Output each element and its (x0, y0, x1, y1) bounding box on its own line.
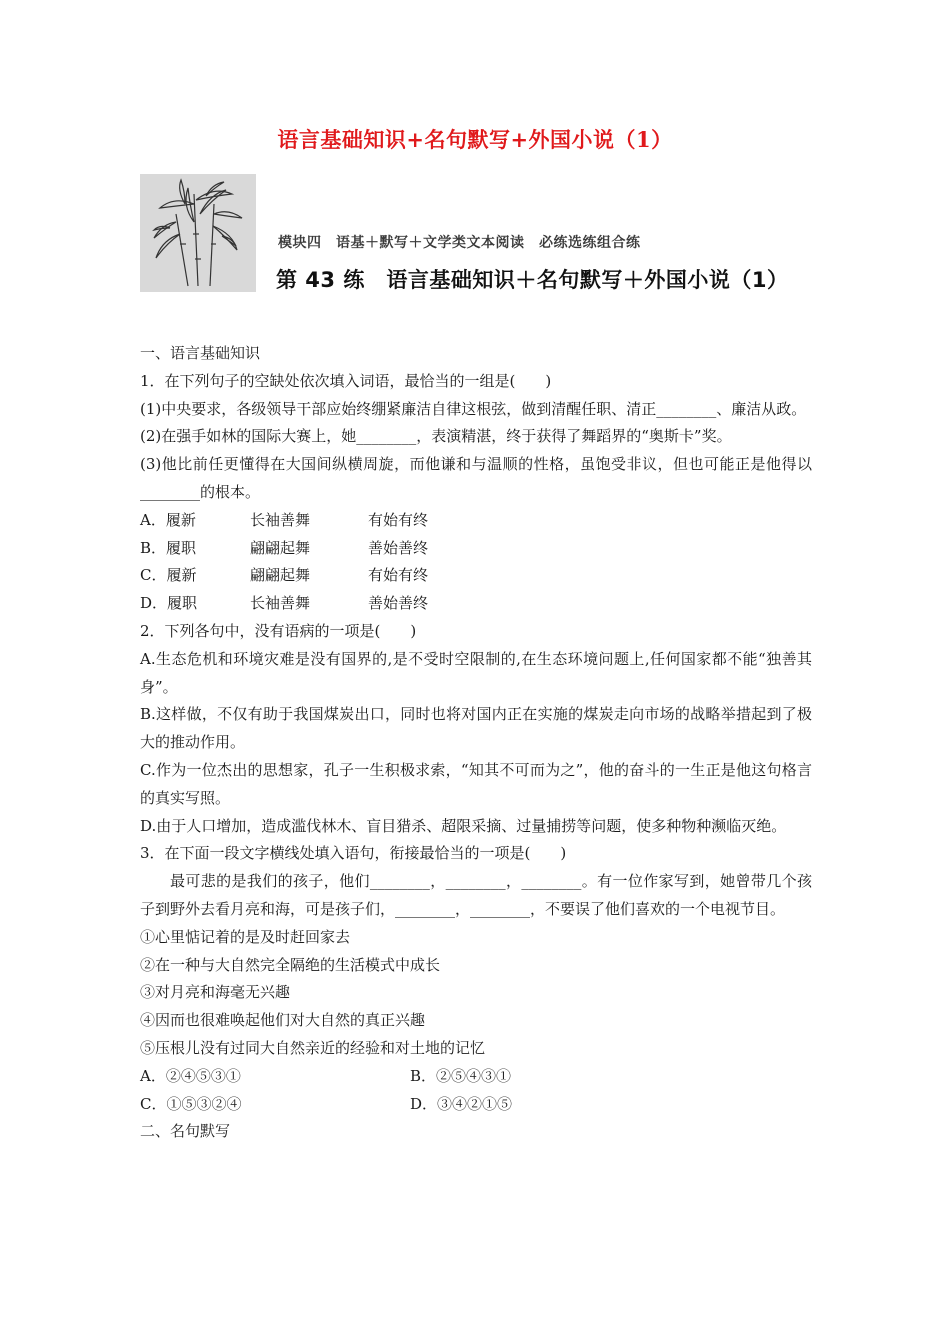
question-2-option-a: A.生态危机和环境灾难是没有国界的,是不受时空限制的,在生态环境问题上,任何国家都不能“独善其身”。 (140, 649, 812, 696)
section-heading: 一、语言基础知识 (140, 344, 261, 362)
question-1-option-a: A．履新 长袖善舞 有始有终 (140, 510, 429, 529)
section-heading-2: 二、名句默写 (140, 1122, 231, 1141)
question-3-item-3: ③对月亮和海毫无兴趣 (140, 983, 291, 1002)
question-1-sentence-3: (3)他比前任更懂得在大国间纵横周旋，而他谦和与温顺的性格，虽饱受非议，但也可能正是他得以________的根本。 (140, 455, 812, 501)
question-1-sentence-1: (1)中央要求，各级领导干部应始终绷紧廉洁自律这根弦，做到清醒任职、清正________、廉洁从政。 (140, 399, 807, 418)
question-3-options-row-2 (140, 1091, 812, 1119)
question-3-option-b: B．②⑤④③① (410, 1066, 512, 1085)
question-2-option-b: B.这样做，不仅有助于我国煤炭出口，同时也将对国内正在实施的煤炭走向市场的战略举措起到了极大的推动作用。 (140, 705, 812, 752)
question-3-stem: 3．在下面一段文字横线处填入语句，衔接最恰当的一项是( ) (140, 844, 567, 863)
module-heading: 模块四 语基＋默写＋文学类文本阅读 必练选练组合练 (278, 235, 641, 251)
bamboo-illustration (140, 174, 256, 292)
bamboo-icon (140, 174, 256, 292)
question-3-item-4: ④因而也很难唤起他们对大自然的真正兴趣 (140, 1011, 426, 1030)
question-3-item-5: ⑤压根儿没有过同大自然亲近的经验和对土地的记忆 (140, 1038, 486, 1057)
question-1-sentence-2: (2)在强手如林的国际大赛上，她________，表演精湛，终于获得了舞蹈界的“奥斯卡”奖。 (140, 427, 732, 446)
question-1-stem: 1．在下列句子的空缺处依次填入词语，最恰当的一组是( ) (140, 371, 552, 390)
document-title: 语言基础知识+名句默写+外国小说（1） (277, 127, 673, 152)
question-2-stem: 2．下列各句中，没有语病的一项是( ) (140, 621, 417, 640)
question-1-option-d: D．履职 长袖善舞 善始善终 (140, 594, 429, 613)
question-1-option-b: B．履职 翩翩起舞 善始善终 (140, 538, 429, 557)
question-3-passage: 最可悲的是我们的孩子，他们________，________，________。有一位作家写到，她曾带几个孩子到野外去看月亮和海，可是孩子们，________，________，不要误了他们喜欢的一个电视节目。 (140, 872, 812, 918)
question-3-item-2: ②在一种与大自然完全隔绝的生活模式中成长 (140, 955, 441, 974)
question-3-item-1: ①心里惦记着的是及时赶回家去 (140, 927, 351, 946)
exercise-body (140, 340, 812, 1146)
question-2-option-d: D.由于人口增加，造成滥伐林木、盲目猎杀、超限采摘、过量捕捞等问题，使多种物种濒临灭绝。 (140, 816, 787, 835)
question-3-option-c: C．①⑤③②④ (140, 1094, 242, 1113)
question-2-option-c: C.作为一位杰出的思想家，孔子一生积极求索，“知其不可而为之”，他的奋斗的一生正是他这句格言的真实写照。 (140, 760, 812, 807)
question-3-options-row-1 (140, 1063, 812, 1091)
lesson-heading: 第 43 练 语言基础知识＋名句默写＋外国小说（1） (276, 268, 789, 292)
question-3-option-d: D．③④②①⑤ (410, 1094, 513, 1113)
question-3-option-a: A．②④⑤③① (140, 1066, 241, 1085)
question-1-option-c: C．履新 翩翩起舞 有始有终 (140, 566, 429, 585)
